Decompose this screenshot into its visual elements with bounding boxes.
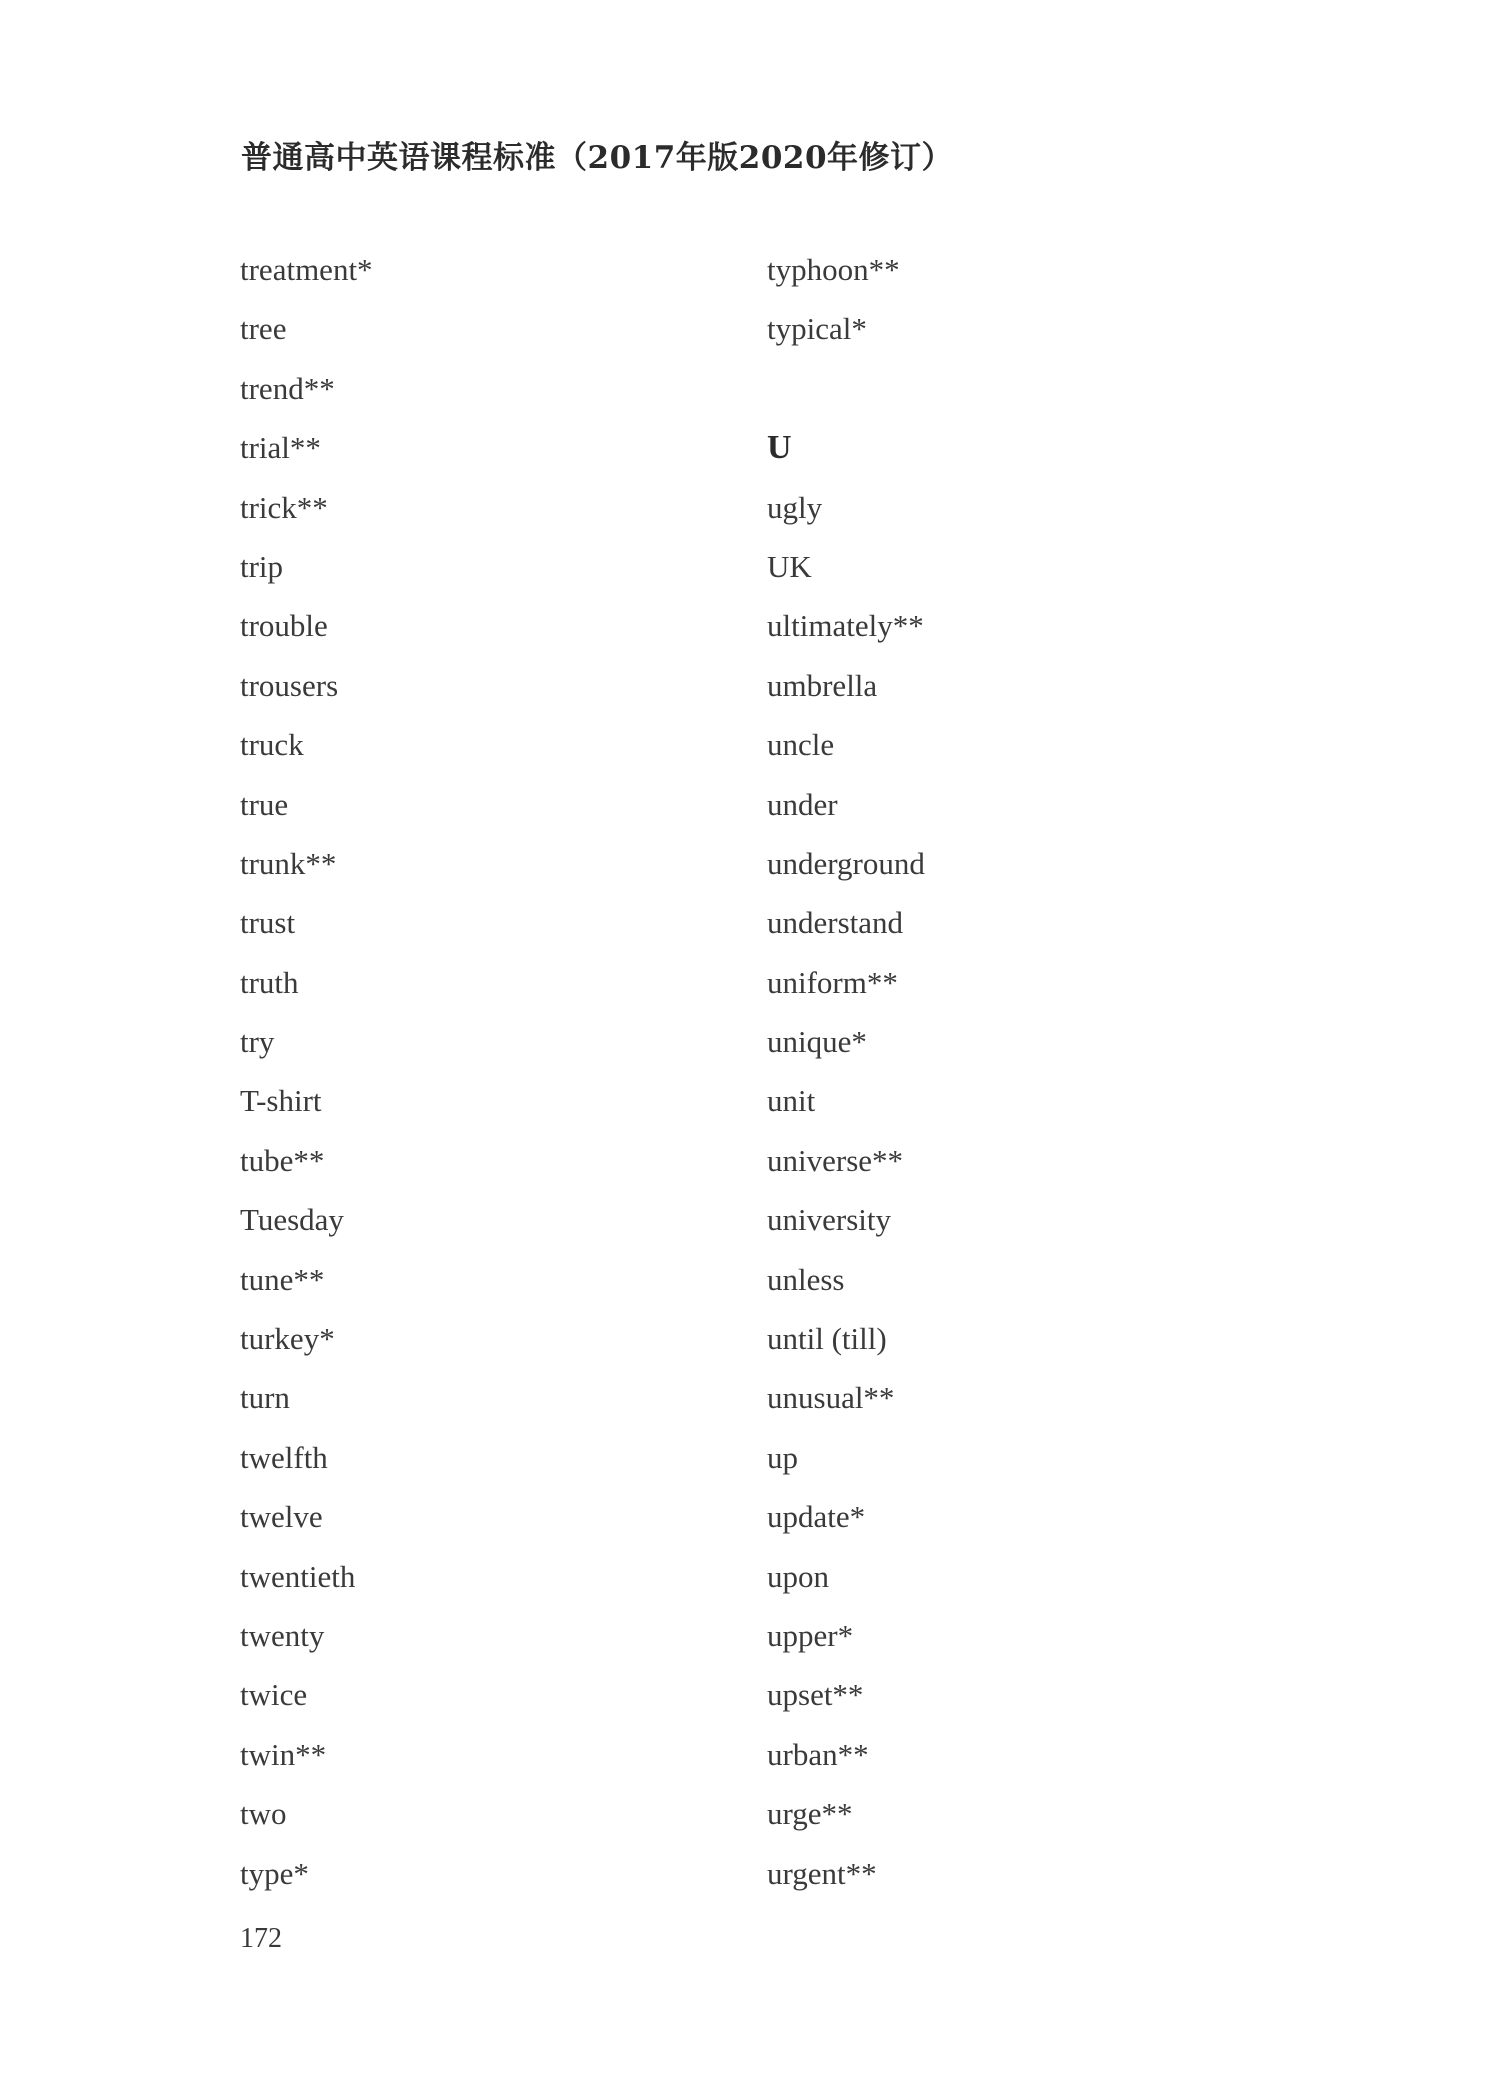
word-item: trust [240, 905, 296, 941]
word-item: upon [767, 1558, 829, 1594]
word-item: understand [767, 905, 904, 941]
word-item: Tuesday [240, 1202, 344, 1238]
section-spacer [767, 359, 925, 418]
word-item: UK [767, 548, 812, 584]
word-item: twice [240, 1677, 308, 1713]
word-item: up [767, 1439, 798, 1475]
word-item: unique* [767, 1024, 867, 1060]
word-list-right-column [767, 240, 925, 1903]
word-item: truth [240, 964, 299, 1000]
word-item: ugly [767, 489, 823, 525]
word-item: twenty [240, 1617, 325, 1653]
word-item: twentieth [240, 1558, 356, 1594]
word-item: typical* [767, 311, 867, 347]
word-item: T-shirt [240, 1083, 322, 1119]
word-item: turn [240, 1380, 290, 1416]
word-item: trial** [240, 430, 321, 466]
word-item: trouble [240, 608, 328, 644]
word-item: until (till) [767, 1321, 887, 1357]
word-item: twin** [240, 1736, 327, 1772]
word-item: urge** [767, 1796, 853, 1832]
word-item: umbrella [767, 667, 878, 703]
word-item: under [767, 786, 838, 822]
word-item: uniform** [767, 964, 898, 1000]
word-item: truck [240, 727, 304, 763]
word-item: tube** [240, 1142, 325, 1178]
word-item: unless [767, 1261, 845, 1297]
word-item: trunk** [240, 845, 337, 881]
word-item: universe** [767, 1142, 904, 1178]
section-letter-heading: U [767, 429, 792, 467]
word-item: try [240, 1024, 275, 1060]
word-item: urban** [767, 1736, 869, 1772]
word-item: upper* [767, 1617, 854, 1653]
word-item: twelve [240, 1499, 323, 1535]
word-item: uncle [767, 727, 835, 763]
word-item: true [240, 786, 289, 822]
word-item: upset** [767, 1677, 864, 1713]
word-item: trip [240, 548, 284, 584]
word-item: ultimately** [767, 608, 924, 644]
word-item: trend** [240, 370, 335, 406]
word-item: underground [767, 845, 925, 881]
word-item: unit [767, 1083, 816, 1119]
word-item: two [240, 1796, 287, 1832]
word-item: typhoon** [767, 252, 900, 287]
word-item: trousers [240, 667, 339, 703]
page-number: 172 [240, 1923, 282, 1954]
word-item: unusual** [767, 1380, 895, 1416]
word-item: trick** [240, 489, 328, 525]
word-item: type* [240, 1855, 309, 1891]
word-item: university [767, 1202, 891, 1238]
word-item: tune** [240, 1261, 325, 1297]
word-item: turkey* [240, 1321, 335, 1357]
word-item: treatment* [240, 252, 373, 287]
word-item: update* [767, 1499, 866, 1535]
word-item: tree [240, 311, 287, 347]
word-item: twelfth [240, 1439, 328, 1475]
page-header-title: 普通高中英语课程标准（2017年版2020年修订） [241, 140, 954, 176]
word-list-left-column [240, 240, 373, 1903]
word-item: urgent** [767, 1855, 877, 1891]
